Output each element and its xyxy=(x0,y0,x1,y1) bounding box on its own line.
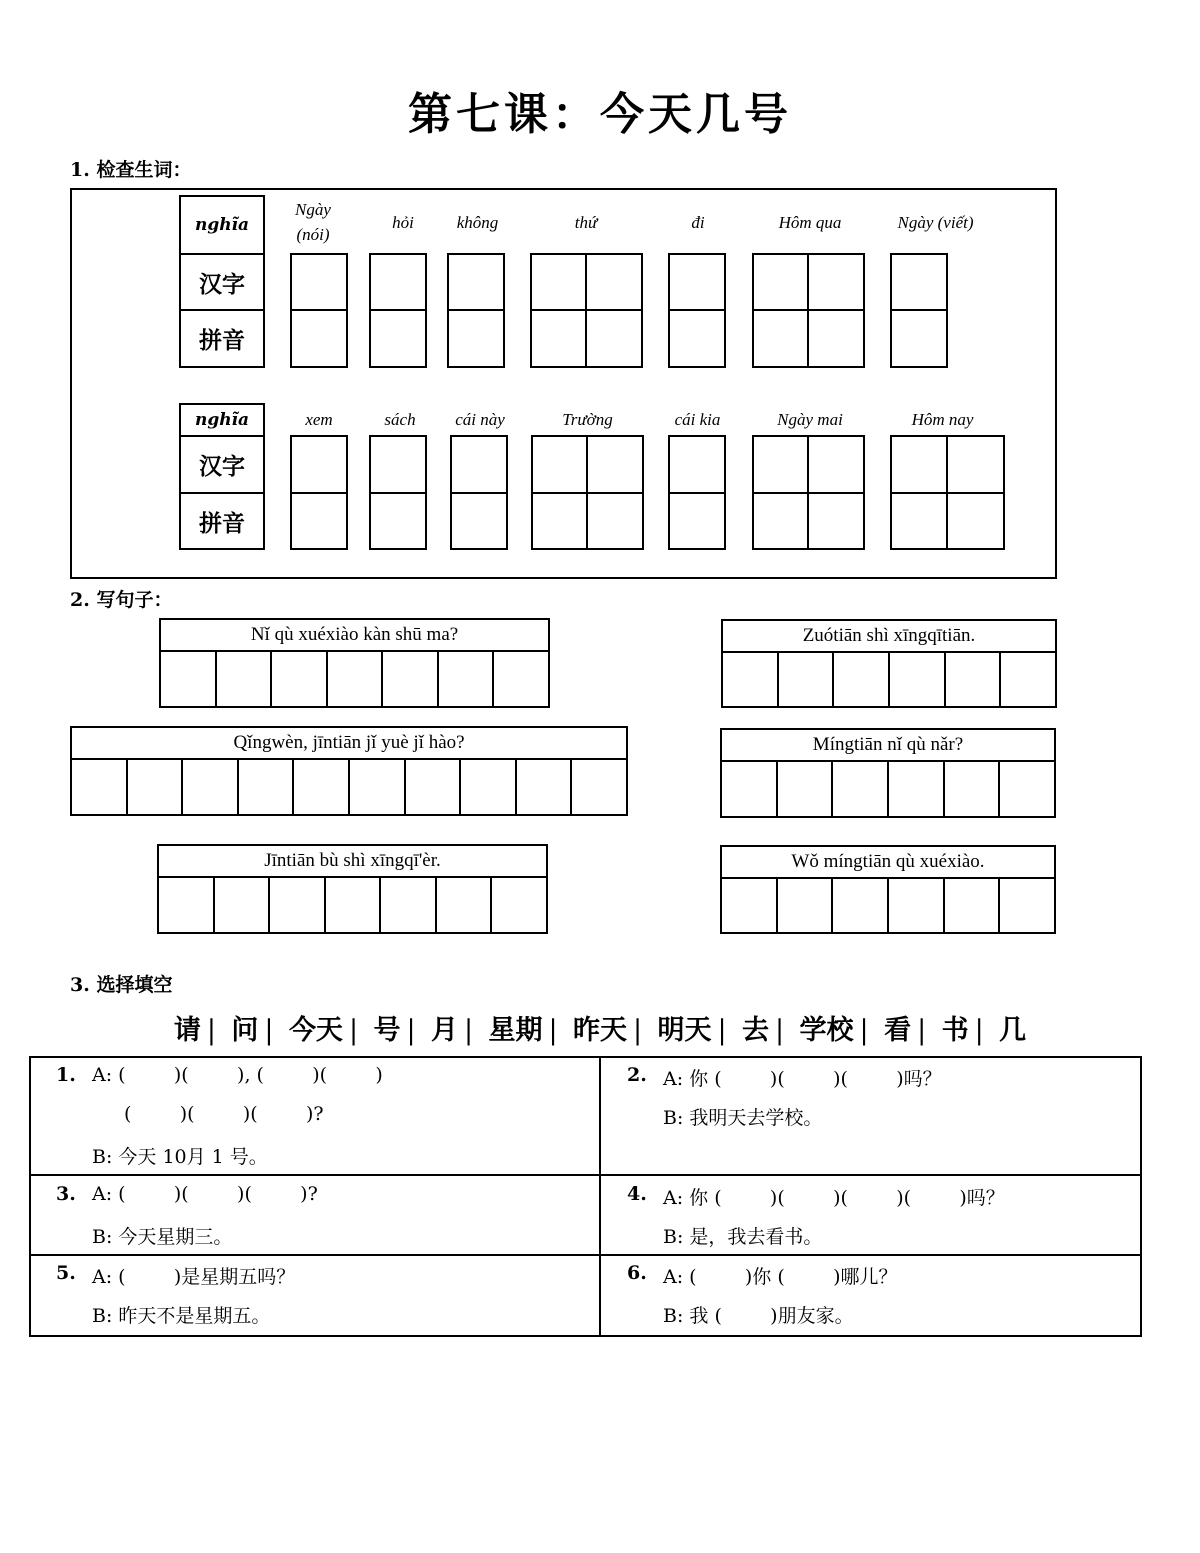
divider xyxy=(807,253,809,368)
divider xyxy=(585,253,587,368)
sentence-pinyin: Wǒ míngtiān qù xuéxiào. xyxy=(722,847,1054,879)
divider xyxy=(890,309,948,311)
word-bank-item: 今天 xyxy=(288,1015,343,1046)
sentence-cells[interactable] xyxy=(72,758,626,814)
question-line: B: 我明天去学校。 xyxy=(663,1107,823,1129)
question-line[interactable]: ( )( )( )? xyxy=(124,1103,324,1125)
section3-heading: 3. 选择填空 xyxy=(70,974,173,996)
divider xyxy=(369,309,427,311)
divider xyxy=(668,492,726,494)
table-divider xyxy=(599,1056,601,1337)
word-bank-item: 看 xyxy=(884,1015,912,1046)
sentence-pinyin: Nǐ qù xuéxiào kàn shū ma? xyxy=(161,620,548,652)
sentence-box xyxy=(720,845,1056,934)
section2-heading: 2. 写句子： xyxy=(70,589,173,611)
table-divider xyxy=(29,1174,1142,1176)
word-bank-item: 书 xyxy=(941,1015,969,1046)
meaning-label: nghĩa xyxy=(179,195,265,255)
sentence-pinyin: Míngtiān nǐ qù nǎr? xyxy=(722,730,1054,762)
vocab-word: Trường xyxy=(562,410,613,429)
vocab-word: Hôm qua xyxy=(778,213,842,232)
question-line[interactable]: A: 你 ( )( )( )( )吗？ xyxy=(663,1187,1005,1209)
sentence-pinyin: Qǐngwèn, jīntiān jǐ yuè jǐ hào? xyxy=(72,728,626,760)
vocab-word: thứ xyxy=(574,213,598,232)
vocab-word: cái kia xyxy=(674,410,721,429)
divider xyxy=(369,492,427,494)
question-number: 5. xyxy=(56,1262,76,1284)
question-line[interactable]: A: ( )是星期五吗？ xyxy=(92,1266,296,1288)
vocab-word: đi xyxy=(691,213,705,232)
question-number: 6. xyxy=(627,1262,647,1284)
sentence-cells[interactable] xyxy=(161,650,548,706)
divider xyxy=(586,435,588,550)
pinyin-label: 拼音 xyxy=(179,309,265,368)
word-bank-item: 学校 xyxy=(799,1015,854,1046)
hanzi-label: 汉字 xyxy=(179,253,265,311)
sentence-cells[interactable] xyxy=(723,651,1055,706)
question-line[interactable]: A: ( )( ), ( )( ) xyxy=(92,1064,383,1086)
divider xyxy=(450,492,508,494)
divider xyxy=(447,309,505,311)
question-line[interactable]: A: ( )( )( )? xyxy=(92,1183,318,1205)
sentence-box xyxy=(159,618,550,708)
vocab-word: xem xyxy=(305,410,333,429)
word-bank-item: 请 xyxy=(173,1015,201,1046)
vocab-word: Hôm nay xyxy=(911,410,974,429)
divider xyxy=(946,435,948,550)
sentence-box xyxy=(721,619,1057,708)
divider xyxy=(290,492,348,494)
vocab-word: sách xyxy=(384,410,416,429)
question-line[interactable]: A: 你 ( )( )( )吗？ xyxy=(663,1068,942,1090)
divider xyxy=(668,309,726,311)
question-line[interactable]: A: ( )你 ( )哪儿？ xyxy=(663,1266,898,1288)
hanzi-label: 汉字 xyxy=(179,435,265,494)
vocab-word: không xyxy=(456,213,499,232)
word-bank-item: 去 xyxy=(742,1015,770,1046)
vocab-word: cái này xyxy=(455,410,505,429)
sentence-box xyxy=(157,844,548,934)
question-number: 3. xyxy=(56,1183,76,1205)
page-title: 第七课：今天几号 xyxy=(408,89,792,140)
sentence-cells[interactable] xyxy=(722,760,1054,816)
question-line: B: 今天星期三。 xyxy=(92,1226,233,1248)
word-bank-item: 号 xyxy=(373,1015,401,1046)
word-bank-item: 星期 xyxy=(488,1015,543,1046)
sentence-cells[interactable] xyxy=(159,876,546,932)
sentence-cells[interactable] xyxy=(722,877,1054,932)
vocab-word: Ngày (nói) xyxy=(295,200,331,244)
word-bank-item: 昨天 xyxy=(573,1015,627,1046)
word-bank-item: 问 xyxy=(231,1015,259,1046)
table-divider xyxy=(29,1254,1142,1256)
vocab-word: Ngày (viết) xyxy=(897,213,974,232)
divider xyxy=(807,435,809,550)
question-number: 1. xyxy=(56,1064,76,1086)
word-bank-item: 月 xyxy=(430,1015,458,1046)
question-line[interactable]: B: 我 ( )朋友家。 xyxy=(663,1305,854,1327)
question-number: 2. xyxy=(627,1064,647,1086)
sentence-box xyxy=(70,726,628,816)
word-bank-item: 几 xyxy=(999,1015,1027,1046)
question-line: B: 昨天不是星期五。 xyxy=(92,1305,271,1327)
meaning-label: nghĩa xyxy=(179,403,265,437)
sentence-box xyxy=(720,728,1056,818)
word-bank: 请 | 问 | 今天 | 号 | 月 | 星期 | 昨天 | 明天 | 去 | 学校 | 看 | 书 | 几 xyxy=(173,1015,1027,1046)
pinyin-label: 拼音 xyxy=(179,492,265,550)
question-line: B: 今天 10月 1 号。 xyxy=(92,1146,268,1168)
question-number: 4. xyxy=(627,1183,647,1205)
vocab-word: Ngày mai xyxy=(777,410,843,429)
section1-heading: 1. 检查生词： xyxy=(70,159,192,181)
vocab-word: hỏi xyxy=(392,213,414,232)
sentence-pinyin: Zuótiān shì xīngqītiān. xyxy=(723,621,1055,653)
word-bank-item: 明天 xyxy=(657,1015,712,1046)
question-line: B: 是，我去看书。 xyxy=(663,1226,823,1248)
sentence-pinyin: Jīntiān bù shì xīngqī'èr. xyxy=(159,846,546,878)
divider xyxy=(290,309,348,311)
